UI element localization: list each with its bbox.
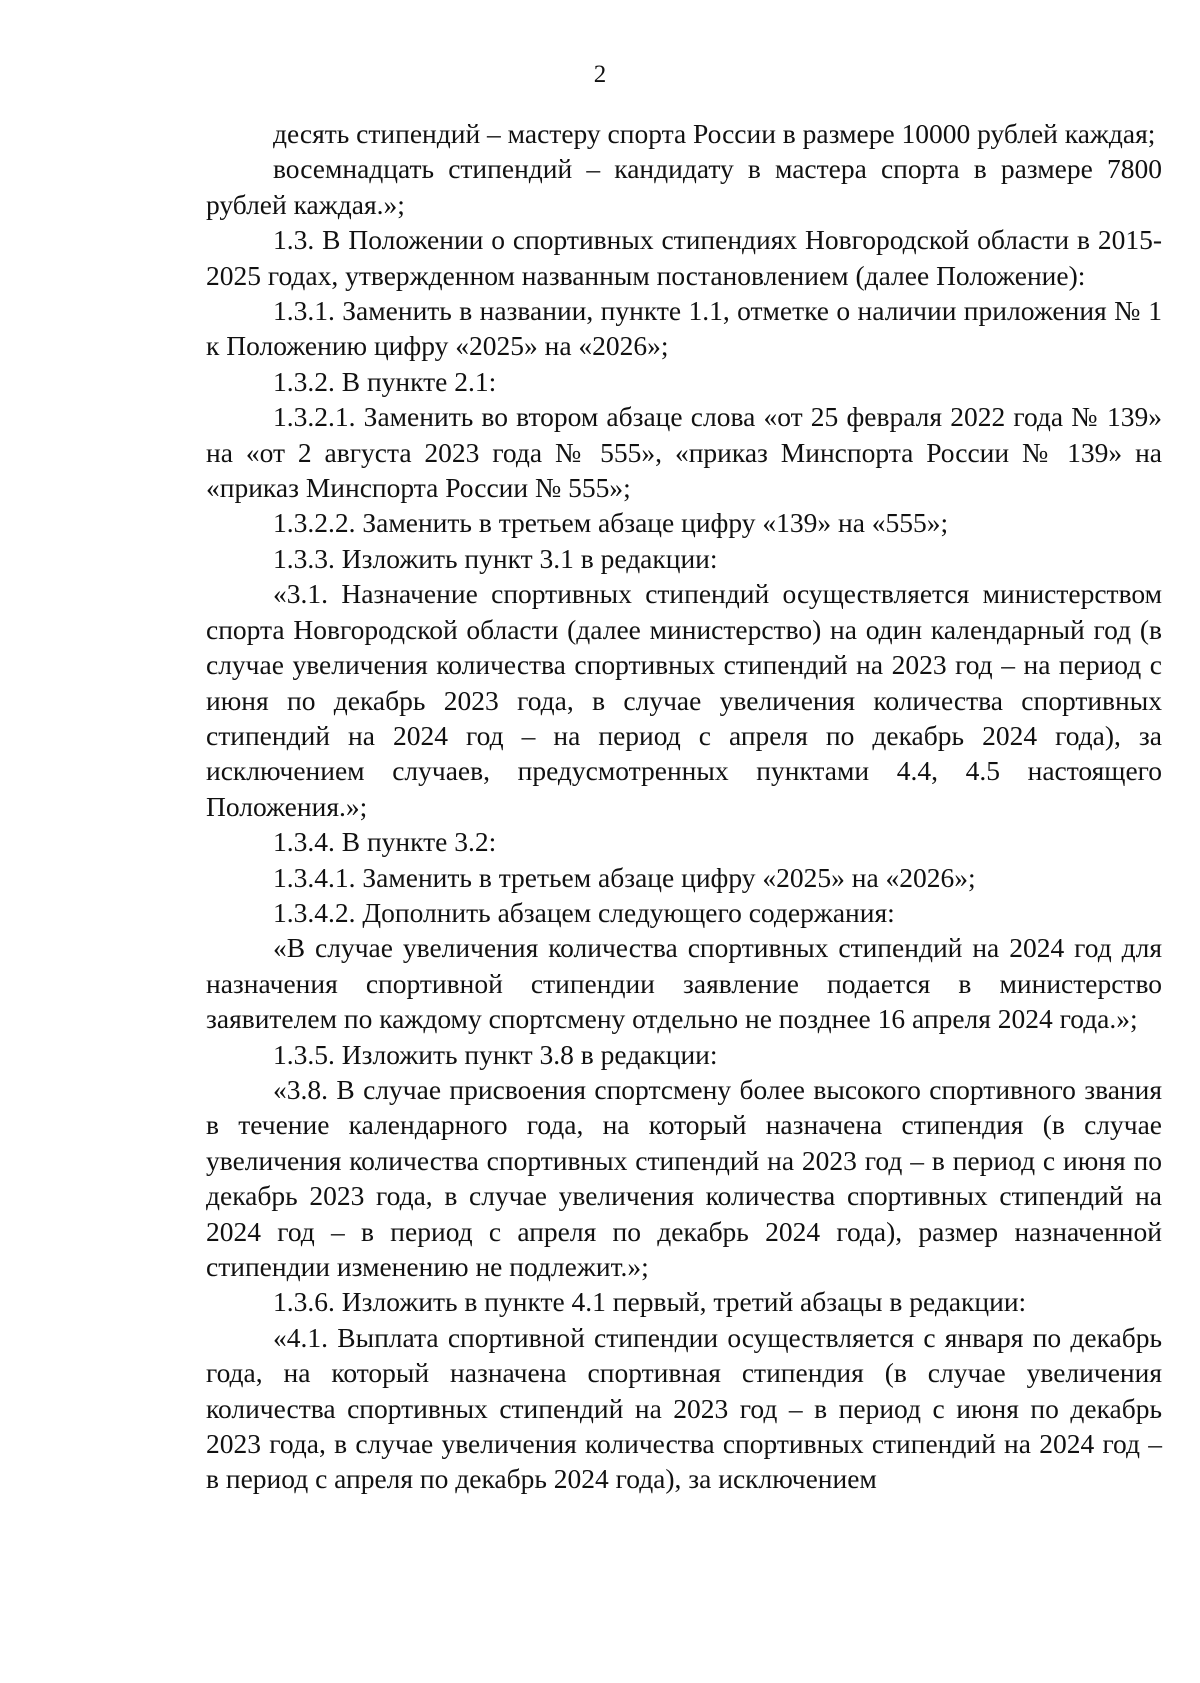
paragraph-stipend-candidate-master: восемнадцать стипендий – кандидату в мастера спорта в размере 7800 рублей каждая.»; — [206, 153, 1162, 220]
paragraph-quote-4-1: «4.1. Выплата спортивной стипендии осуществляется с января по декабрь года, на который назначена спортивная стипендия (в случае увеличения количества спортивных стипендий на 2023 год – в период с июня по декабрь 2023 года, в случае увеличения количества спортивных стипендий на 2024 год – в период с апреля по декабрь 2024 года), за исключением — [206, 1321, 1162, 1495]
paragraph-stipend-master-sport: десять стипендий – мастеру спорта России в размере 10000 рублей каждая; — [273, 118, 1156, 149]
paragraph-1-3-3: 1.3.3. Изложить пункт 3.1 в редакции: — [273, 542, 718, 574]
paragraph-1-3-2-1: 1.3.2.1. Заменить во втором абзаце слова «от 25 февраля 2022 года № 139» на «от 2 августа 2023 года № 555», «приказ Минспорта России № 139» на «приказ Минспорта России № 555»; — [206, 401, 1162, 504]
paragraph-1-3: 1.3. В Положении о спортивных стипендиях Новгородской области в 2015-2025 годах, утвержденном названным постановлением (далее Положение): — [206, 224, 1162, 291]
paragraph-1-3-6: 1.3.6. Изложить в пункте 4.1 первый, третий абзацы в редакции: — [273, 1286, 1027, 1318]
paragraph-1-3-4-2: 1.3.4.2. Дополнить абзацем следующего содержания: — [273, 896, 895, 928]
paragraph-1-3-2-2: 1.3.2.2. Заменить в третьем абзаце цифру «139» на «555»; — [273, 507, 949, 539]
document-body — [206, 116, 1162, 1497]
paragraph-quote-3-1: «3.1. Назначение спортивных стипендий осуществляется министерством спорта Новгородской области (далее министерство) на один календарный год (в случае увеличения количества спортивных стипендий на 2023 год – на период с июня по декабрь 2023 года, в случае увеличения количества спортивных стипендий на 2024 год – на период с апреля по декабрь 2024 года), за исключением случаев, предусмотренных пунктами 4.4, 4.5 настоящего Положения.»; — [206, 578, 1162, 822]
paragraph-1-3-2: 1.3.2. В пункте 2.1: — [273, 365, 497, 397]
paragraph-1-3-4: 1.3.4. В пункте 3.2: — [273, 826, 497, 858]
page-number: 2 — [593, 61, 607, 88]
paragraph-1-3-4-1: 1.3.4.1. Заменить в третьем абзаце цифру «2025» на «2026»; — [273, 861, 976, 893]
paragraph-quote-2024-application: «В случае увеличения количества спортивных стипендий на 2024 год для назначения спортивной стипендии заявление подается в министерство заявителем по каждому спортсмену отдельно не позднее 16 апреля 2024 года.»; — [206, 932, 1162, 1035]
paragraph-quote-3-8: «3.8. В случае присвоения спортсмену более высокого спортивного звания в течение календарного года, на который назначена стипендия (в случае увеличения количества спортивных стипендий на 2023 год – в период с июня по декабрь 2023 года, в случае увеличения количества спортивных стипендий на 2024 год – в период с апреля по декабрь 2024 года), размер назначенной стипендии изменению не подлежит.»; — [206, 1073, 1162, 1282]
paragraph-1-3-5: 1.3.5. Изложить пункт 3.8 в редакции: — [273, 1038, 718, 1070]
paragraph-1-3-1: 1.3.1. Заменить в названии, пункте 1.1, отметке о наличии приложения № 1 к Положению цифру «2025» на «2026»; — [206, 295, 1162, 362]
